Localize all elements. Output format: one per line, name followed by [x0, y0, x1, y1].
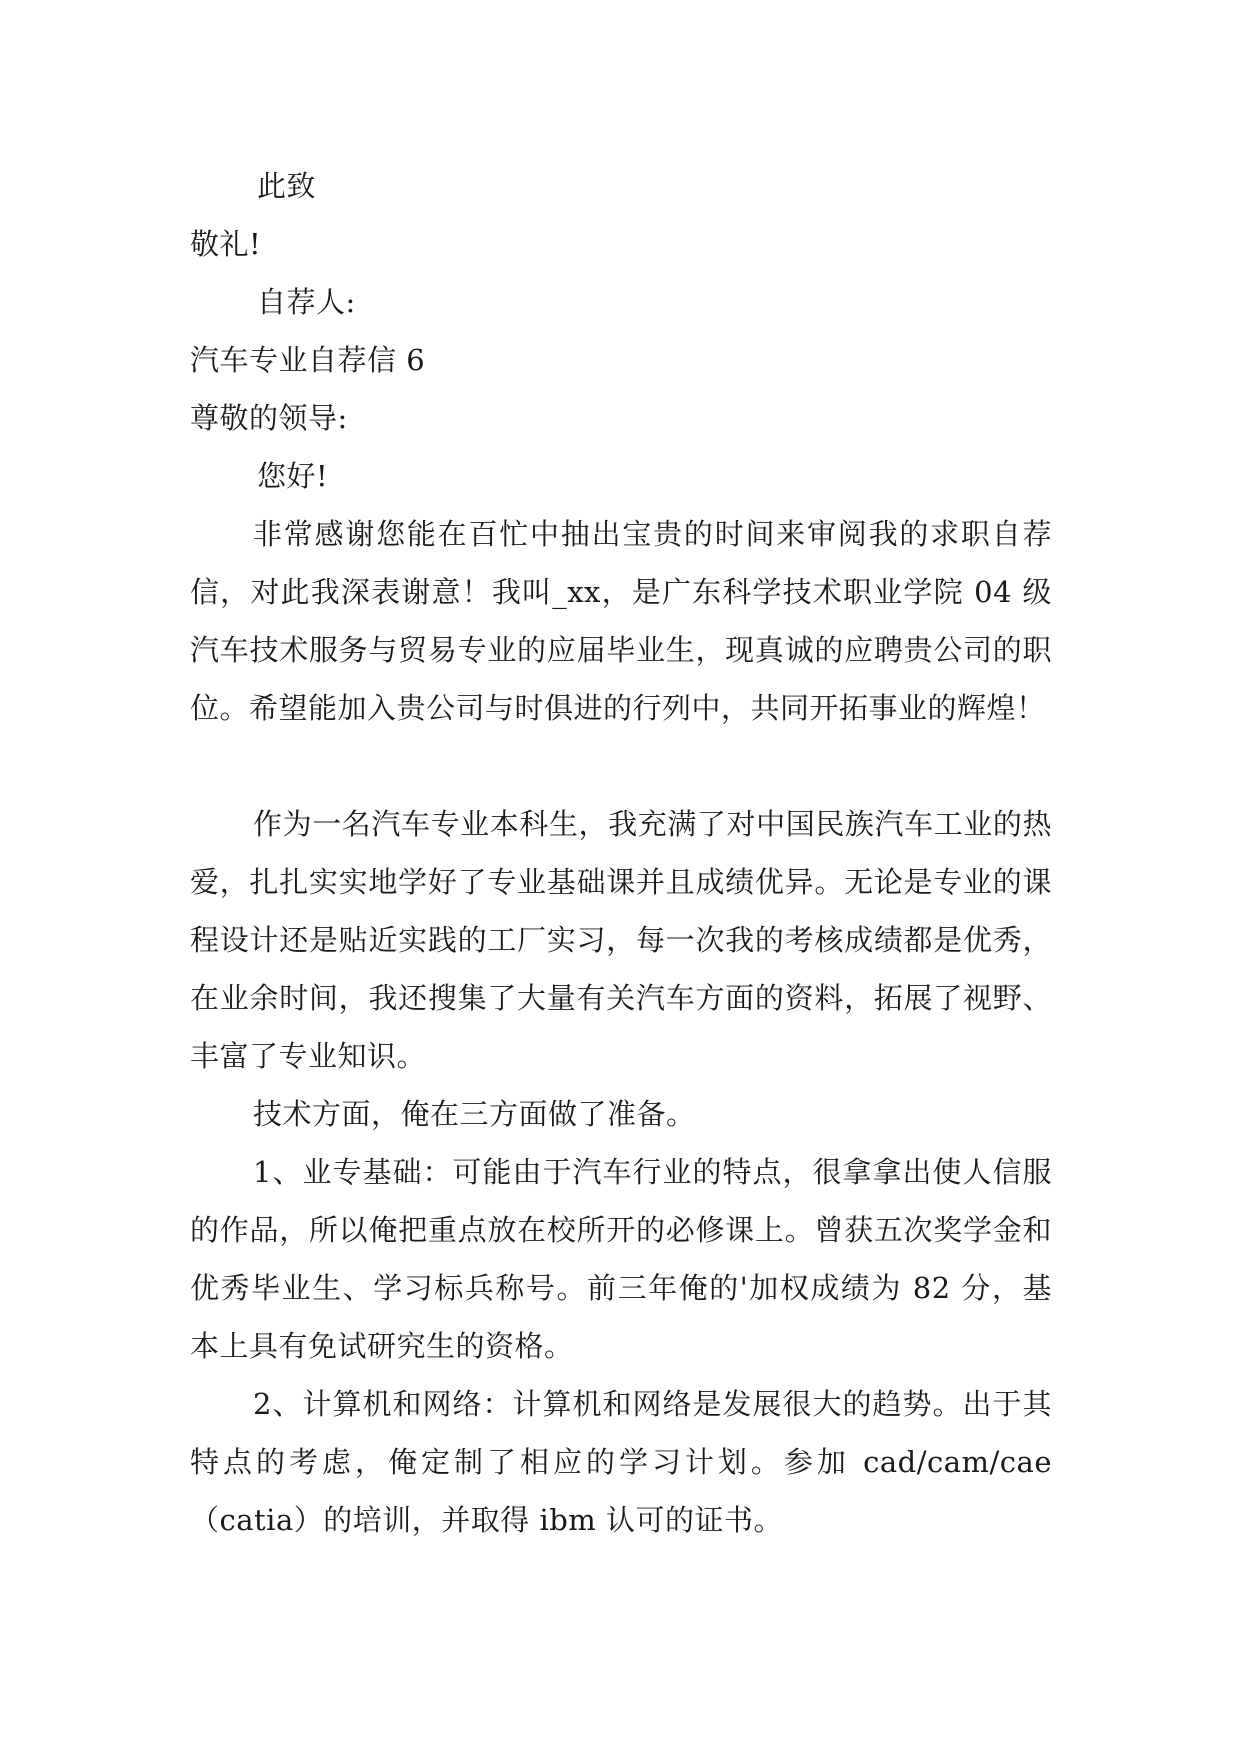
greeting: 您好!	[257, 459, 329, 493]
paragraph-technical-intro: 技术方面，俺在三方面做了准备。	[253, 1097, 696, 1131]
paragraph-item-1: 1、业专基础：可能由于汽车行业的特点，很拿拿出使人信服的作品，所以俺把重点放在校所开的必修课上。曾获五次奖学金和优秀毕业生、学习标兵称号。前三年俺的'加权成绩为 82 分，基本上具有免试研究生的资格。	[190, 1155, 1052, 1363]
closing-ci-zhi: 此致	[257, 169, 317, 203]
closing-jing-li: 敬礼!	[190, 227, 262, 261]
paragraph-item-2: 2、计算机和网络：计算机和网络是发展很大的趋势。出于其特点的考虑，俺定制了相应的学习计划。参加 cad/cam/cae（catia）的培训，并取得 ibm 认可的证书。	[190, 1387, 1052, 1537]
paragraph-intro: 非常感谢您能在百忙中抽出宝贵的时间来审阅我的求职自荐信，对此我深表谢意！我叫_xx，是广东科学技术职业学院 04 级汽车技术服务与贸易专业的应届毕业生，现真诚的应聘贵公司的职位。希望能加入贵公司与时俱进的行列中，共同开拓事业的辉煌！	[190, 517, 1052, 725]
salutation: 尊敬的领导:	[190, 401, 348, 435]
signature-label: 自荐人:	[257, 285, 356, 319]
next-letter-title: 汽车专业自荐信 6	[190, 343, 426, 377]
paragraph-studies: 作为一名汽车专业本科生，我充满了对中国民族汽车工业的热爱，扎扎实实地学好了专业基础课并且成绩优异。无论是专业的课程设计还是贴近实践的工厂实习，每一次我的考核成绩都是优秀，在业余时间，我还搜集了大量有关汽车方面的资料，拓展了视野、丰富了专业知识。	[190, 807, 1052, 1073]
